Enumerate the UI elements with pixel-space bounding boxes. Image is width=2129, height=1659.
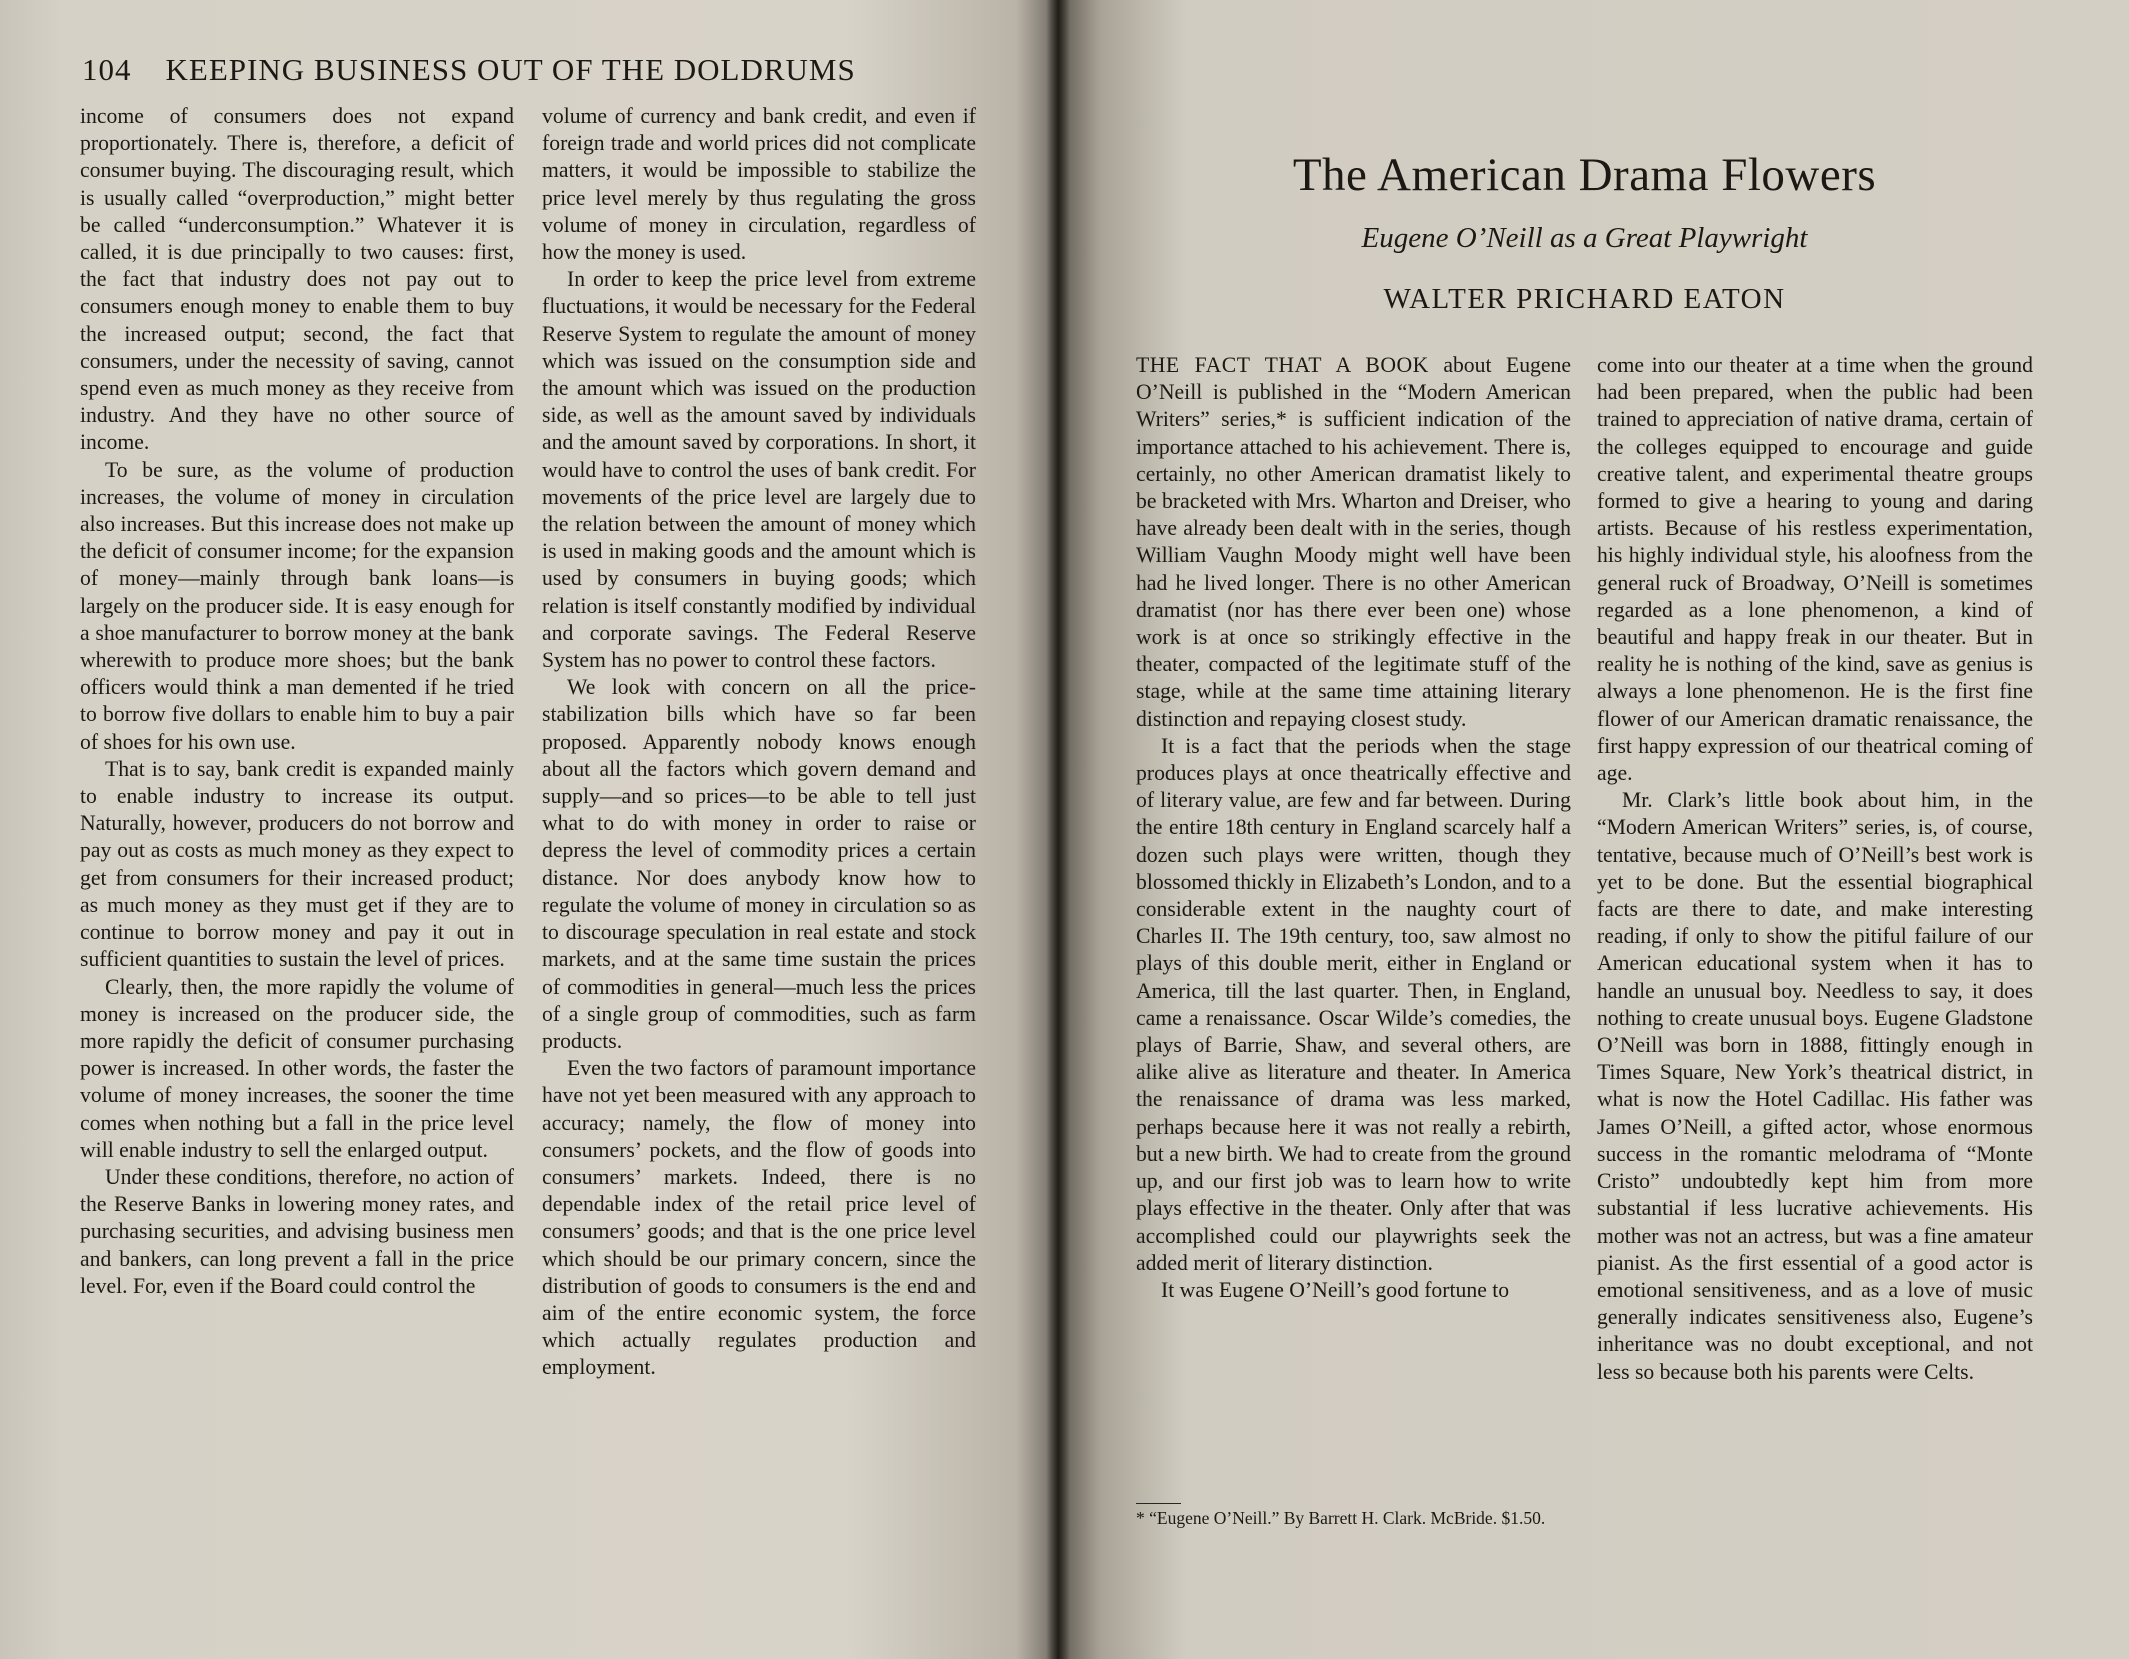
paragraph: come into our theater at a time when the ground had been prepared, when the public had been trained to appreciation of native drama, certain of the colleges equipped to encourage and guide creative talent, and experimental theatre groups formed to give a hearing to young and daring artists. Because of his restless experimentation, his highly individual style, his aloofness from the general ruck of Broadway, O’Neill is sometimes regarded as a lone phenomenon, a kind of beautiful and happy freak in our theater. But in reality he is nothing of the kind, save as genius is always a lone phenomenon. He is the first fine flower of our American dramatic renaissance, the first happy expression of our theatrical coming of age.	[1597, 353, 2033, 786]
running-head	[82, 52, 982, 92]
page-number: 104	[82, 52, 132, 87]
left-column-2	[542, 103, 976, 1382]
lead-in: THE FACT THAT A BOOK	[1136, 353, 1429, 377]
paragraph: In order to keep the price level from extreme fluctuations, it would be necessary for the Federal Reserve System to regulate the amount of money which was issued on the consumption side and the amount which was issued on the production side, as well as the amount saved by individuals and the amount saved by corporations. In short, it would have to control the uses of bank credit. For movements of the price level are largely due to the relation between the amount of money which is used in making goods and the amount which is used by consumers in buying goods; which relation is itself constantly modified by individual and corporate savings. The Federal Reserve System has no power to control these factors.	[542, 267, 976, 673]
right-column-2	[1597, 352, 2033, 1386]
paragraph: To be sure, as the volume of production increases, the volume of money in circulation also increases. But this increase does not make up the deficit of consumer income; for the expansion of money—mainly through bank loans—is largely on the producer side. It is easy enough for a shoe manufacturer to borrow money at the bank wherewith to produce more shoes; but the bank officers would think a man demented if he tried to borrow five dollars to enable him to buy a pair of shoes for his own use.	[80, 457, 514, 754]
paragraph: It is a fact that the periods when the stage produces plays at once theatrically effective and of literary value, are few and far between. During the entire 18th century in England scarcely half a dozen such plays were written, though they blossomed thickly in Elizabeth’s London, and to a considerable extent in the naughty court of Charles II. The 19th century, too, saw almost no plays of this double merit, either in England or America, till the last quarter. Then, in England, came a renaissance. Oscar Wilde’s comedies, the plays of Barrie, Shaw, and several others, are alike alive as literature and theater. In America the renaissance of drama was less marked, perhaps because here it was not really a rebirth, but a new birth. We had to create from the ground up, and our first job was to learn how to write plays effective in the theater. Only after that was accomplished could our playwrights seek the added merit of literary distinction.	[1136, 733, 1571, 1275]
paragraph: Mr. Clark’s little book about him, in the “Modern American Writers” series, is, of course, tentative, because much of O’Neill’s best work is yet to be done. But the essential biographical facts are there to date, and make interesting reading, if only to show the pitiful failure of our American educational system when it has to handle an unusual boy. Needless to say, it does nothing to create unusual boys. Eugene Gladstone O’Neill was born in 1888, fittingly enough in Times Square, New York’s theatrical district, in what is now the Hotel Cadillac. His father was James O’Neill, a gifted actor, whose enormous success in the romantic melodrama of “Monte Cristo” undoubtedly kept him from more substantial if less lucrative achievements. His mother was not an actress, but was a fine amateur pianist. As the first essential of a good actor is emotional sensitiveness, and as a love of music generally indicates sensitiveness also, Eugene’s inheritance was no doubt exceptional, and not less so because both his parents were Celts.	[1597, 788, 2033, 1384]
paragraph: volume of currency and bank credit, and even if foreign trade and world prices did not complicate matters, it would be impossible to stabilize the price level merely by thus regulating the gross volume of money in circulation, regardless of how the money is used.	[542, 104, 976, 265]
paragraph-text: about Eugene O’Neill is published in the “Modern American Writers” series,* is sufficient indication of the importance attached to his achievement. There is, certainly, no other American dramatist likely to be bracketed with Mrs. Wharton and Dreiser, who have already been dealt with in the series, though William Vaughn Moody might well have been had he lived longer. There is no other American dramatist (nor has there ever been one) whose work is at once so strikingly effective in the theater, compacted of the legitimate stuff of the stage, while at the same time attaining literary distinction and repaying closest study.	[1136, 353, 1571, 731]
paragraph: Even the two factors of paramount importance have not yet been measured with any approach to accuracy; namely, the flow of money into consumers’ pockets, and the flow of goods into consumers’ markets. Indeed, there is no dependable index of the retail price level of consumers’ goods; and that is the one price level which should be our primary concern, since the distribution of goods to consumers is the end and aim of the entire economic system, the force which actually regulates production and employment.	[542, 1056, 976, 1380]
paragraph	[1136, 352, 1571, 733]
paragraph: income of consumers does not expand proportionately. There is, therefore, a deficit of consumer buying. The discouraging result, which is usually called “overproduction,” might better be called “underconsumption.” Whatever it is called, it is due principally to two causes: first, the fact that industry does not pay out to consumers enough money to enable them to buy the increased output; second, the fact that consumers, under the necessity of saving, cannot spend even as much money as they receive from industry. And they have no other source of income.	[80, 104, 514, 455]
article-subtitle: Eugene O’Neill as a Great Playwright	[1361, 222, 1808, 254]
paragraph: Under these conditions, therefore, no action of the Reserve Banks in lowering money rates, and purchasing securities, and advising business men and bankers, can long prevent a fall in the price level. For, even if the Board could control the	[80, 1164, 514, 1298]
paragraph: Clearly, then, the more rapidly the volume of money is increased on the producer side, the more rapidly the deficit of consumer purchasing power is increased. In other words, the faster the volume of money increases, the sooner the time comes when nothing but a fall in the price level will enable industry to sell the enlarged output.	[80, 974, 514, 1162]
left-column-1	[80, 103, 514, 1300]
footnote: * “Eugene O’Neill.” By Barrett H. Clark. McBride. $1.50.	[1136, 1508, 1546, 1528]
article-title: The American Drama Flowers	[1292, 149, 1877, 201]
article-author: WALTER PRICHARD EATON	[1383, 283, 1786, 315]
footnote-rule	[1136, 1503, 1181, 1504]
left-page	[0, 0, 1058, 1659]
right-column-1	[1136, 352, 1571, 1304]
running-head-title: KEEPING BUSINESS OUT OF THE DOLDRUMS	[165, 52, 856, 87]
book-gutter	[1046, 0, 1070, 1659]
paragraph: We look with concern on all the price-stabilization bills which have so far been proposed. Apparently nobody knows enough about all the factors which govern demand and supply—and so prices—to be able to tell just what to do with money in order to raise or depress the level of commodity prices a certain distance. Nor does anybody know how to regulate the volume of money in circulation so as to discourage speculation in real estate and stock markets, and at the same time sustain the prices of commodities in general—much less the prices of a single group of commodities, such as farm products.	[542, 675, 976, 1053]
paragraph: That is to say, bank credit is expanded mainly to enable industry to increase its output. Naturally, however, producers do not borrow and pay out as costs as much money as they expect to get from consumers for their increased product; as much money as they must get if they are to continue to borrow money and pay it out in sufficient quantities to sustain the level of prices.	[80, 756, 514, 972]
paragraph: It was Eugene O’Neill’s good fortune to	[1161, 1277, 1510, 1302]
